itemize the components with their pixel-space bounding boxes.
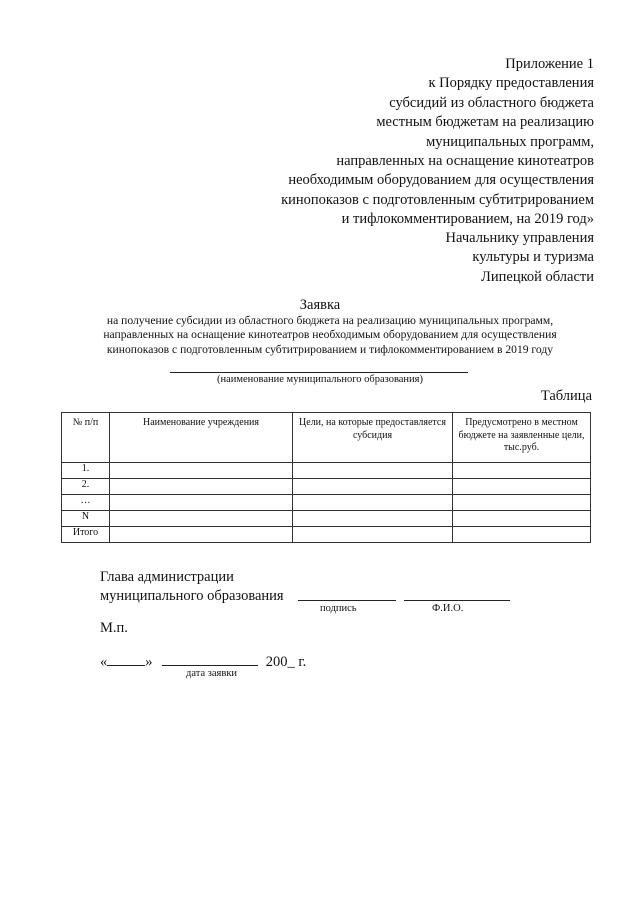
addressee-line: культуры и туризма [472,249,594,266]
appendix-line: местным бюджетам на реализацию [376,114,594,131]
appendix-line: муниципальных программ, [426,133,594,150]
month-blank[interactable] [162,653,258,666]
signatory-title [100,568,284,606]
table-row [62,511,591,527]
date-caption: дата заявки [186,668,238,679]
cell-purpose[interactable] [293,527,453,543]
row-number: N [62,511,110,527]
header-budget: Предусмотрено в местном бюджете на заявленные цели, тыс.руб. [453,413,591,463]
municipality-blank-line[interactable] [170,372,468,373]
row-number: … [62,495,110,511]
appendix-line: субсидий из областного бюджета [389,94,594,111]
municipality-caption: (наименование муниципального образования) [216,374,424,385]
addressee-line: Начальнику управления [445,230,594,246]
table-header-row [62,413,591,463]
subtitle-line: направленных на оснащение кинотеатров необходимым оборудованием для осуществления [103,328,557,342]
subtitle-line: кинопоказов с подготовленным субтитрированием и тифлокомментированием в 2019 году [106,342,554,356]
appendix-line: и тифлокомментированием, на 2019 год» [341,211,594,228]
cell-budget[interactable] [453,511,591,527]
appendix-block [174,55,594,230]
header-institution: Наименование учреждения [110,413,293,463]
appendix-line: направленных на оснащение кинотеатров [336,153,594,170]
cell-purpose[interactable] [293,479,453,495]
cell-budget[interactable] [453,527,591,543]
appendix-line: Приложение 1 [505,56,594,72]
cell-institution[interactable] [110,495,293,511]
signature-caption: подпись [320,603,357,614]
appendix-line: кинопоказов с подготовленным субтитрированием [281,191,594,208]
appendix-line: необходимым оборудованием для осуществления [288,172,594,189]
name-caption: Ф.И.О. [432,603,464,614]
row-number: 2. [62,479,110,495]
signatory-line: Глава администрации [100,569,234,585]
cell-budget[interactable] [453,479,591,495]
cell-institution[interactable] [110,463,293,479]
table-row [62,463,591,479]
cell-purpose[interactable] [293,463,453,479]
document-title: Заявка [299,297,341,313]
date-close-quote: » [145,654,153,670]
cell-institution[interactable] [110,479,293,495]
cell-purpose[interactable] [293,495,453,511]
day-blank[interactable] [107,653,145,666]
signatory-line: муниципального образования [100,588,284,604]
stamp-place: М.п. [100,620,128,636]
cell-institution[interactable] [110,511,293,527]
name-blank-line[interactable] [404,600,510,601]
header-num: № п/п [62,413,110,463]
addressee-block [294,229,594,287]
appendix-line: к Порядку предоставления [428,75,594,92]
row-number: 1. [62,463,110,479]
table-row [62,479,591,495]
addressee-line: Липецкой области [481,268,594,285]
document-subtitle [60,314,600,357]
table-label: Таблица [540,388,592,404]
cell-purpose[interactable] [293,511,453,527]
cell-budget[interactable] [453,495,591,511]
date-year: 200_ г. [265,654,307,670]
subtitle-line: на получение субсидии из областного бюджета на реализацию муниципальных программ, [106,314,554,327]
header-purpose: Цели, на которые предоставляется субсидия [293,413,453,463]
table-row [62,495,591,511]
cell-budget[interactable] [453,463,591,479]
subsidy-table [61,412,591,543]
row-total-label: Итого [62,527,110,543]
table-total-row [62,527,591,543]
date-open-quote: « [100,654,108,670]
signature-blank-line[interactable] [298,600,396,601]
cell-institution[interactable] [110,527,293,543]
